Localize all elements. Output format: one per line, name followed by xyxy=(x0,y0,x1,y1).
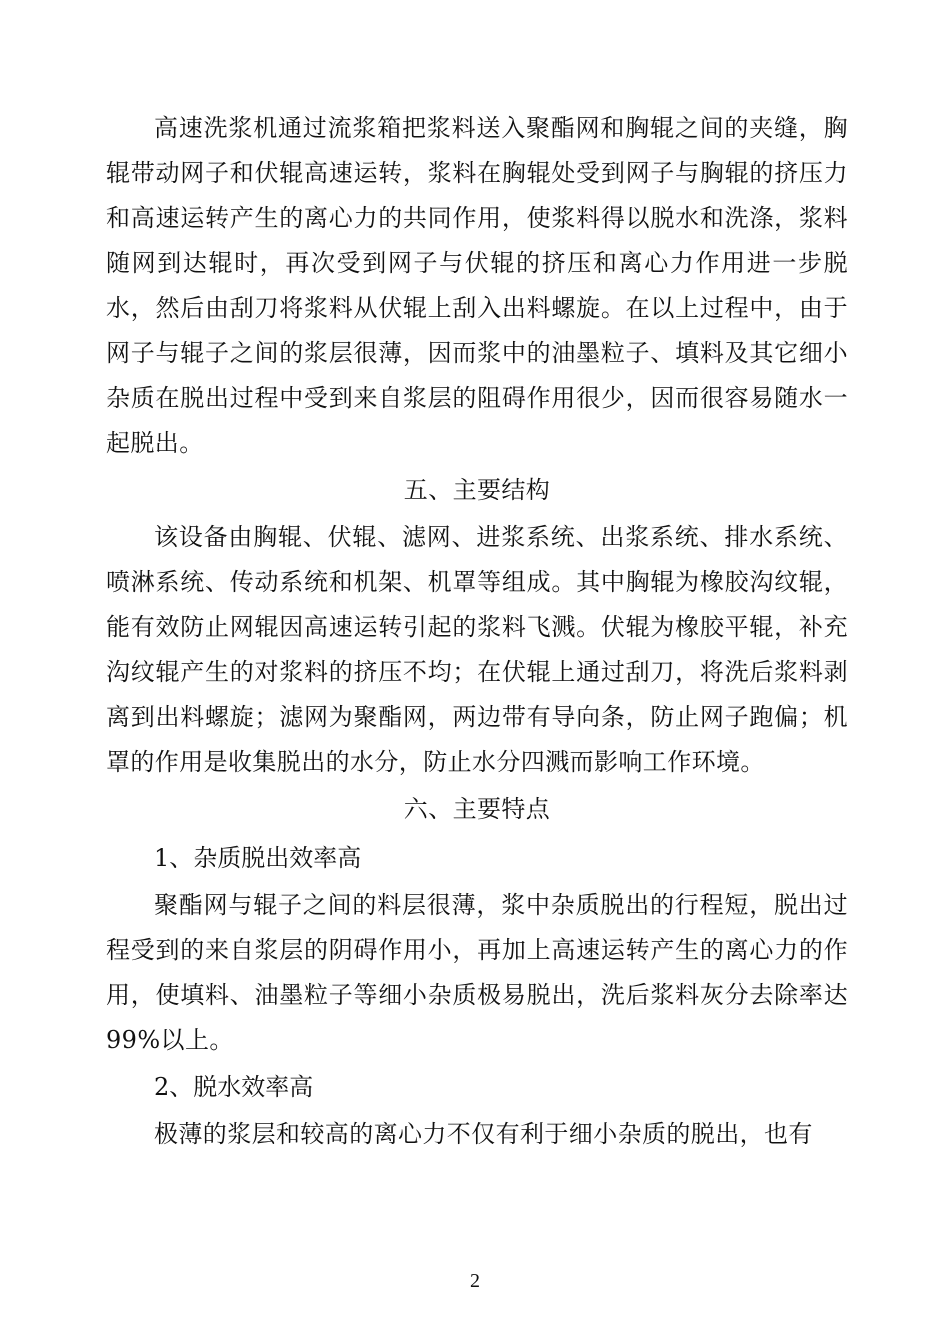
paragraph-washing-process: 高速洗浆机通过流浆箱把浆料送入聚酯网和胸辊之间的夹缝，胸辊带动网子和伏辊高速运转，浆料在胸辊处受到网子与胸辊的挤压力和高速运转产生的离心力的共同作用，使浆料得以脱水和洗涤，浆料随网到达辊时，再次受到网子与伏辊的挤压和离心力作用进一步脱水，然后由刮刀将浆料从伏辊上刮入出料螺旋。在以上过程中，由于网子与辊子之间的浆层很薄，因而浆中的油墨粒子、填料及其它细小杂质在脱出过程中受到来自浆层的阻碍作用很少，因而很容易随水一起脱出。 xyxy=(106,114,848,457)
section-heading-main-structure: 五、主要结构 xyxy=(403,476,551,504)
paragraph-main-structure: 该设备由胸辊、伏辊、滤网、进浆系统、出浆系统、排水系统、喷淋系统、传动系统和机架、机罩等组成。其中胸辊为橡胶沟纹辊，能有效防止网辊因高速运转引起的浆料飞溅。伏辊为橡胶平辊，补充沟纹辊产生的对浆料的挤压不均；在伏辊上通过刮刀，将洗后浆料剥离到出料螺旋；滤网为聚酯网，两边带有导向条，防止网子跑偏；机罩的作用是收集脱出的水分，防止水分四溅而影响工作环境。 xyxy=(106,523,848,776)
paragraph-dewatering: 极薄的浆层和较高的离心力不仅有利于细小杂质的脱出，也有 xyxy=(154,1120,813,1148)
subheading-impurity-removal: 1、杂质脱出效率高 xyxy=(154,844,362,872)
document-body xyxy=(106,106,848,1157)
section-heading-main-features: 六、主要特点 xyxy=(403,795,551,823)
paragraph-impurity-removal: 聚酯网与辊子之间的料层很薄，浆中杂质脱出的行程短，脱出过程受到的来自浆层的阴碍作用小，再加上高速运转产生的离心力的作用，使填料、油墨粒子等细小杂质极易脱出，洗后浆料灰分去除率达 99%以上。 xyxy=(106,891,848,1054)
page-number: 2 xyxy=(470,1270,480,1292)
subheading-dewatering: 2、脱水效率高 xyxy=(154,1073,314,1101)
